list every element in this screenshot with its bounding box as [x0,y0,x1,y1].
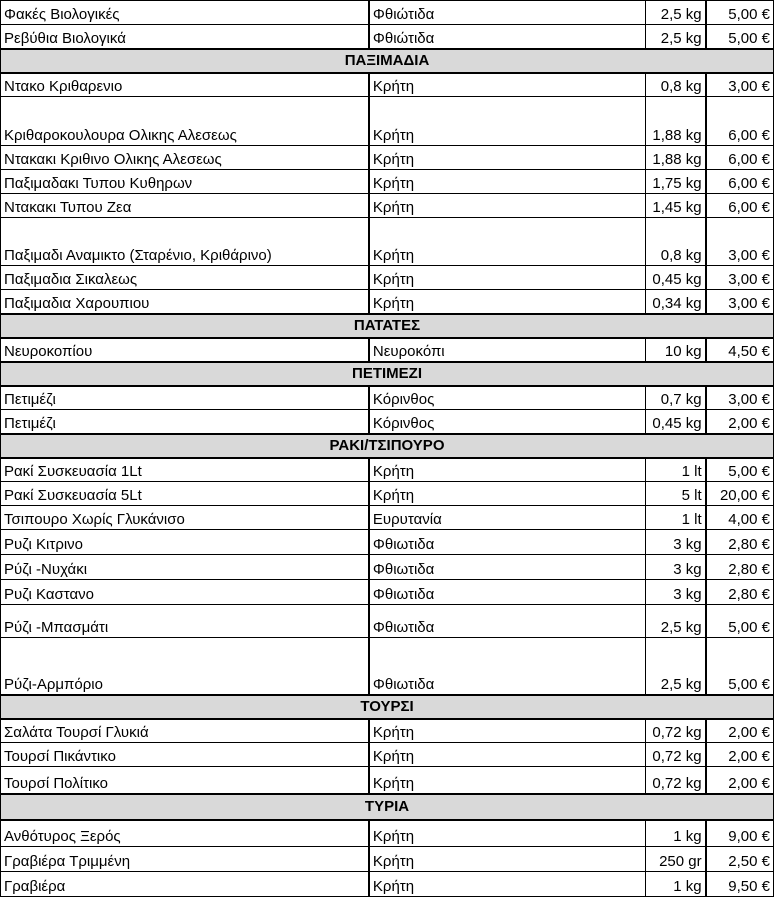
product-name: Ντακακι Τυπου Ζεα [1,194,369,218]
product-origin: Κρήτη [369,218,646,266]
product-quantity: 0,45 kg [646,410,706,434]
product-price: 2,00 € [706,743,774,767]
product-name: Πετιμέζι [1,410,369,434]
product-name: Τσιπουρο Χωρίς Γλυκάνισο [1,506,369,530]
product-name: Σαλάτα Τουρσί Γλυκιά [1,719,369,743]
product-name: Ρυζι Καστανο [1,580,369,605]
product-origin: Φθιωτιδα [369,555,646,580]
product-quantity: 0,34 kg [646,290,706,314]
product-row [1,338,774,362]
product-row [1,847,774,872]
category-label: ΤΥΡΙΑ [1,794,774,820]
product-row [1,580,774,605]
product-origin: Κρήτη [369,767,646,794]
product-row [1,719,774,743]
product-row [1,73,774,97]
product-row [1,530,774,555]
product-name: Γραβιέρα [1,872,369,897]
product-row [1,458,774,482]
product-origin: Κρήτη [369,847,646,872]
product-quantity: 0,45 kg [646,266,706,290]
category-header-row [1,49,774,73]
product-origin: Φθιώτιδα [369,25,646,49]
product-price: 5,00 € [706,1,774,25]
product-price: 6,00 € [706,97,774,146]
product-quantity: 1,88 kg [646,146,706,170]
product-origin: Κρήτη [369,146,646,170]
product-quantity: 1,45 kg [646,194,706,218]
product-price: 5,00 € [706,638,774,695]
product-row [1,555,774,580]
product-name: Ρακί Συσκευασία 1Lt [1,458,369,482]
product-origin: Κόρινθος [369,410,646,434]
product-row [1,482,774,506]
product-quantity: 250 gr [646,847,706,872]
product-quantity: 3 kg [646,530,706,555]
product-origin: Φθιωτιδα [369,580,646,605]
product-name: Φακές Βιολογικές [1,1,369,25]
product-name: Ρύζι -Νυχάκι [1,555,369,580]
product-price: 6,00 € [706,170,774,194]
product-name: Ανθότυρος Ξερός [1,820,369,847]
product-quantity: 1 kg [646,872,706,897]
category-label: ΠΑΞΙΜΑΔΙΑ [1,49,774,73]
product-origin: Κρήτη [369,290,646,314]
product-row [1,1,774,25]
product-price: 3,00 € [706,218,774,266]
product-origin: Κρήτη [369,743,646,767]
product-price: 5,00 € [706,605,774,638]
product-quantity: 0,8 kg [646,218,706,266]
product-row [1,218,774,266]
category-label: ΠΑΤΑΤΕΣ [1,314,774,338]
product-quantity: 0,7 kg [646,386,706,410]
product-row [1,743,774,767]
product-price: 2,80 € [706,555,774,580]
product-origin: Κρήτη [369,820,646,847]
product-row [1,170,774,194]
product-origin: Φθιωτιδα [369,638,646,695]
product-row [1,872,774,897]
product-price: 2,50 € [706,847,774,872]
product-name: Ρακί Συσκευασία 5Lt [1,482,369,506]
product-quantity: 0,72 kg [646,743,706,767]
product-row [1,767,774,794]
product-quantity: 0,72 kg [646,767,706,794]
product-price: 20,00 € [706,482,774,506]
category-header-row [1,695,774,719]
product-origin: Κρήτη [369,458,646,482]
product-name: Τουρσί Πικάντικο [1,743,369,767]
product-row [1,97,774,146]
product-quantity: 5 lt [646,482,706,506]
product-origin: Κρήτη [369,73,646,97]
product-name: Παξιμαδια Σικαλεως [1,266,369,290]
product-quantity: 2,5 kg [646,1,706,25]
category-header-row [1,314,774,338]
product-quantity: 0,8 kg [646,73,706,97]
product-name: Τουρσί Πολίτικο [1,767,369,794]
product-name: Παξιμαδια Χαρουπιου [1,290,369,314]
product-quantity: 3 kg [646,555,706,580]
product-price: 3,00 € [706,266,774,290]
product-origin: Φθιώτιδα [369,1,646,25]
product-row [1,638,774,695]
product-name: Ντακακι Κριθινο Ολικης Αλεσεως [1,146,369,170]
product-row [1,25,774,49]
product-origin: Φθιωτιδα [369,530,646,555]
product-price: 9,50 € [706,872,774,897]
category-label: ΤΟΥΡΣΙ [1,695,774,719]
product-quantity: 2,5 kg [646,638,706,695]
category-header-row [1,794,774,820]
product-name: Ρύζι-Αρμπόριο [1,638,369,695]
product-price: 9,00 € [706,820,774,847]
product-row [1,820,774,847]
product-quantity: 2,5 kg [646,605,706,638]
product-origin: Φθιωτιδα [369,605,646,638]
category-label: ΠΕΤΙΜΕΖΙ [1,362,774,386]
product-name: Γραβιέρα Τριμμένη [1,847,369,872]
price-list-body [1,1,774,897]
product-name: Ρύζι -Μπασμάτι [1,605,369,638]
product-price: 3,00 € [706,386,774,410]
product-row [1,506,774,530]
product-row [1,386,774,410]
product-name: Νευροκοπίου [1,338,369,362]
product-row [1,410,774,434]
product-row [1,194,774,218]
product-quantity: 10 kg [646,338,706,362]
category-label: ΡΑΚΙ/ΤΣΙΠΟΥΡΟ [1,434,774,458]
product-name: Κριθαροκουλουρα Ολικης Αλεσεως [1,97,369,146]
category-header-row [1,434,774,458]
product-name: Ντακο Κριθαρενιο [1,73,369,97]
product-price: 2,00 € [706,767,774,794]
product-price: 5,00 € [706,25,774,49]
product-price: 4,50 € [706,338,774,362]
product-origin: Κόρινθος [369,386,646,410]
product-quantity: 1,88 kg [646,97,706,146]
product-origin: Κρήτη [369,170,646,194]
product-origin: Κρήτη [369,266,646,290]
product-price: 2,00 € [706,410,774,434]
product-price: 2,80 € [706,530,774,555]
product-origin: Κρήτη [369,97,646,146]
product-row [1,605,774,638]
product-price: 2,80 € [706,580,774,605]
product-price: 3,00 € [706,73,774,97]
product-origin: Ευρυτανία [369,506,646,530]
product-row [1,146,774,170]
product-quantity: 1 kg [646,820,706,847]
product-quantity: 1 lt [646,458,706,482]
category-header-row [1,362,774,386]
product-price: 5,00 € [706,458,774,482]
product-row [1,290,774,314]
product-price: 6,00 € [706,194,774,218]
product-origin: Κρήτη [369,482,646,506]
product-quantity: 1 lt [646,506,706,530]
product-origin: Κρήτη [369,872,646,897]
product-name: Παξιμαδακι Τυπου Κυθηρων [1,170,369,194]
product-quantity: 0,72 kg [646,719,706,743]
product-price: 6,00 € [706,146,774,170]
product-name: Ρεβύθια Βιολογικά [1,25,369,49]
product-origin: Νευροκόπι [369,338,646,362]
product-name: Ρυζι Κιτρινο [1,530,369,555]
product-quantity: 2,5 kg [646,25,706,49]
product-name: Παξιμαδι Αναμικτο (Σταρένιο, Κριθάρινο) [1,218,369,266]
product-price: 2,00 € [706,719,774,743]
product-row [1,266,774,290]
product-origin: Κρήτη [369,194,646,218]
product-price: 3,00 € [706,290,774,314]
product-quantity: 1,75 kg [646,170,706,194]
product-quantity: 3 kg [646,580,706,605]
product-price: 4,00 € [706,506,774,530]
product-origin: Κρήτη [369,719,646,743]
product-name: Πετιμέζι [1,386,369,410]
